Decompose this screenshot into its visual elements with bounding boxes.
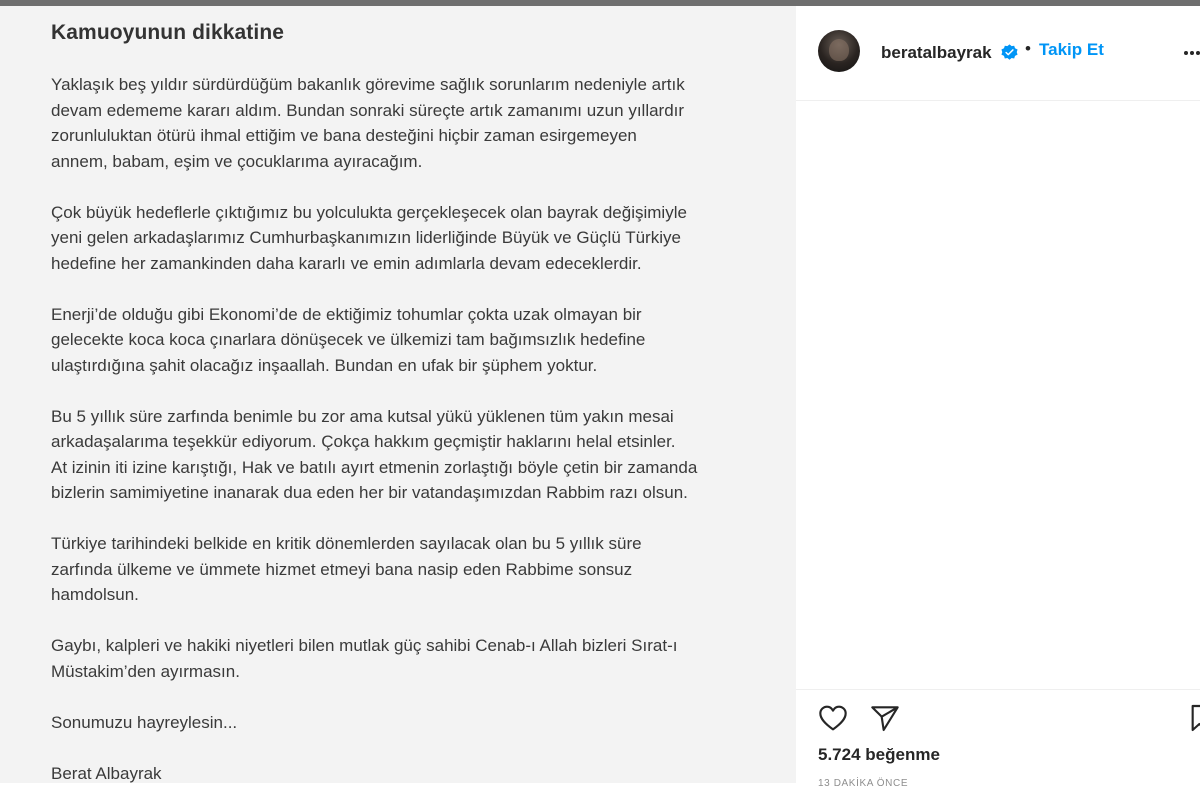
- post-timestamp: 13 DAKİKA ÖNCE: [818, 778, 909, 789]
- username-link[interactable]: beratalbayrak: [881, 43, 992, 62]
- letter-signature: Berat Albayrak: [51, 763, 162, 783]
- letter-paragraph: Bu 5 yıllık süre zarfında benimle bu zor ama kutsal yükü yüklenen tüm yakın mesai arkadaşalarıma teşekkür ediyorum. Çokça hakkım geçmiştir haklarını helal etsinler. At izinin iti izine karıştığı, Hak ve batılı ayırt etmenin zorlaştığı böyle çetin bir zamanda bizlerin samimiyetine inanarak dua eden her bir vatandaşımızdan Rabbim razı olsun.: [51, 406, 698, 502]
- letter-paragraph: Enerji’de olduğu gibi Ekonomi’de de ektiğimiz tohumlar çokta uzak olmayan bir gelecekte koca koca çınarlara dönüşecek ve ülkemizi tam bağımsızlık hedefine ulaştırdığına şahit olacağız inşaallah. Bundan en ufak bir şüphem yoktur.: [51, 304, 646, 375]
- post-image: [0, 6, 796, 783]
- separator-dot: •: [1025, 39, 1031, 58]
- heart-outline-icon[interactable]: [816, 702, 850, 734]
- bookmark-icon[interactable]: [1188, 702, 1200, 734]
- verified-badge-icon: [1001, 44, 1018, 61]
- letter-title: Kamuoyunun dikkatine: [51, 21, 285, 44]
- follow-button[interactable]: Takip Et: [1039, 40, 1104, 59]
- post-header: [796, 6, 1200, 101]
- letter-paragraph: Gaybı, kalpleri ve hakiki niyetleri bilen mutlak güç sahibi Cenab-ı Allah bizleri Sırat-ı Müstakim’den ayırmasın.: [51, 636, 678, 681]
- letter-body: [51, 72, 771, 783]
- like-count[interactable]: 5.724 beğenme: [818, 745, 940, 764]
- letter-paragraph: Sonumuzu hayreylesin...: [51, 712, 238, 732]
- letter-paragraph: Türkiye tarihindeki belkide en kritik dönemlerden sayılacak olan bu 5 yıllık süre zarfında ülkeme ve ümmete hizmet etmeyi bana nasip eden Rabbime sonsuz hamdolsun.: [51, 534, 642, 604]
- post-actions: [796, 689, 1200, 739]
- letter-paragraph: Yaklaşık beş yıldır sürdürdüğüm bakanlık görevime sağlık sorunlarım nedeniyle artık devam edememe kararı aldım. Bundan sonraki süreçte artık zamanımı uzun yıllardır zorunluluktan ötürü ihmal ettiğim ve bana desteğini hiçbir zaman esirgemeyen annem, babam, eşim ve çocuklarıma ayıracağım.: [51, 75, 685, 171]
- letter-paragraph: Çok büyük hedeflerle çıktığımız bu yolculukta gerçekleşecek olan bayrak değişimiyle yeni gelen arkadaşlarımız Cumhurbaşkanımızın liderliğinde Büyük ve Güçlü Türkiye hedefine her zamankinden daha kararlı ve emin adımlarla devam edeceklerdir.: [51, 202, 687, 273]
- post-sidebar: [796, 6, 1200, 789]
- avatar[interactable]: [818, 30, 860, 72]
- ellipsis-icon[interactable]: [1184, 47, 1200, 61]
- paper-plane-icon[interactable]: [868, 702, 902, 734]
